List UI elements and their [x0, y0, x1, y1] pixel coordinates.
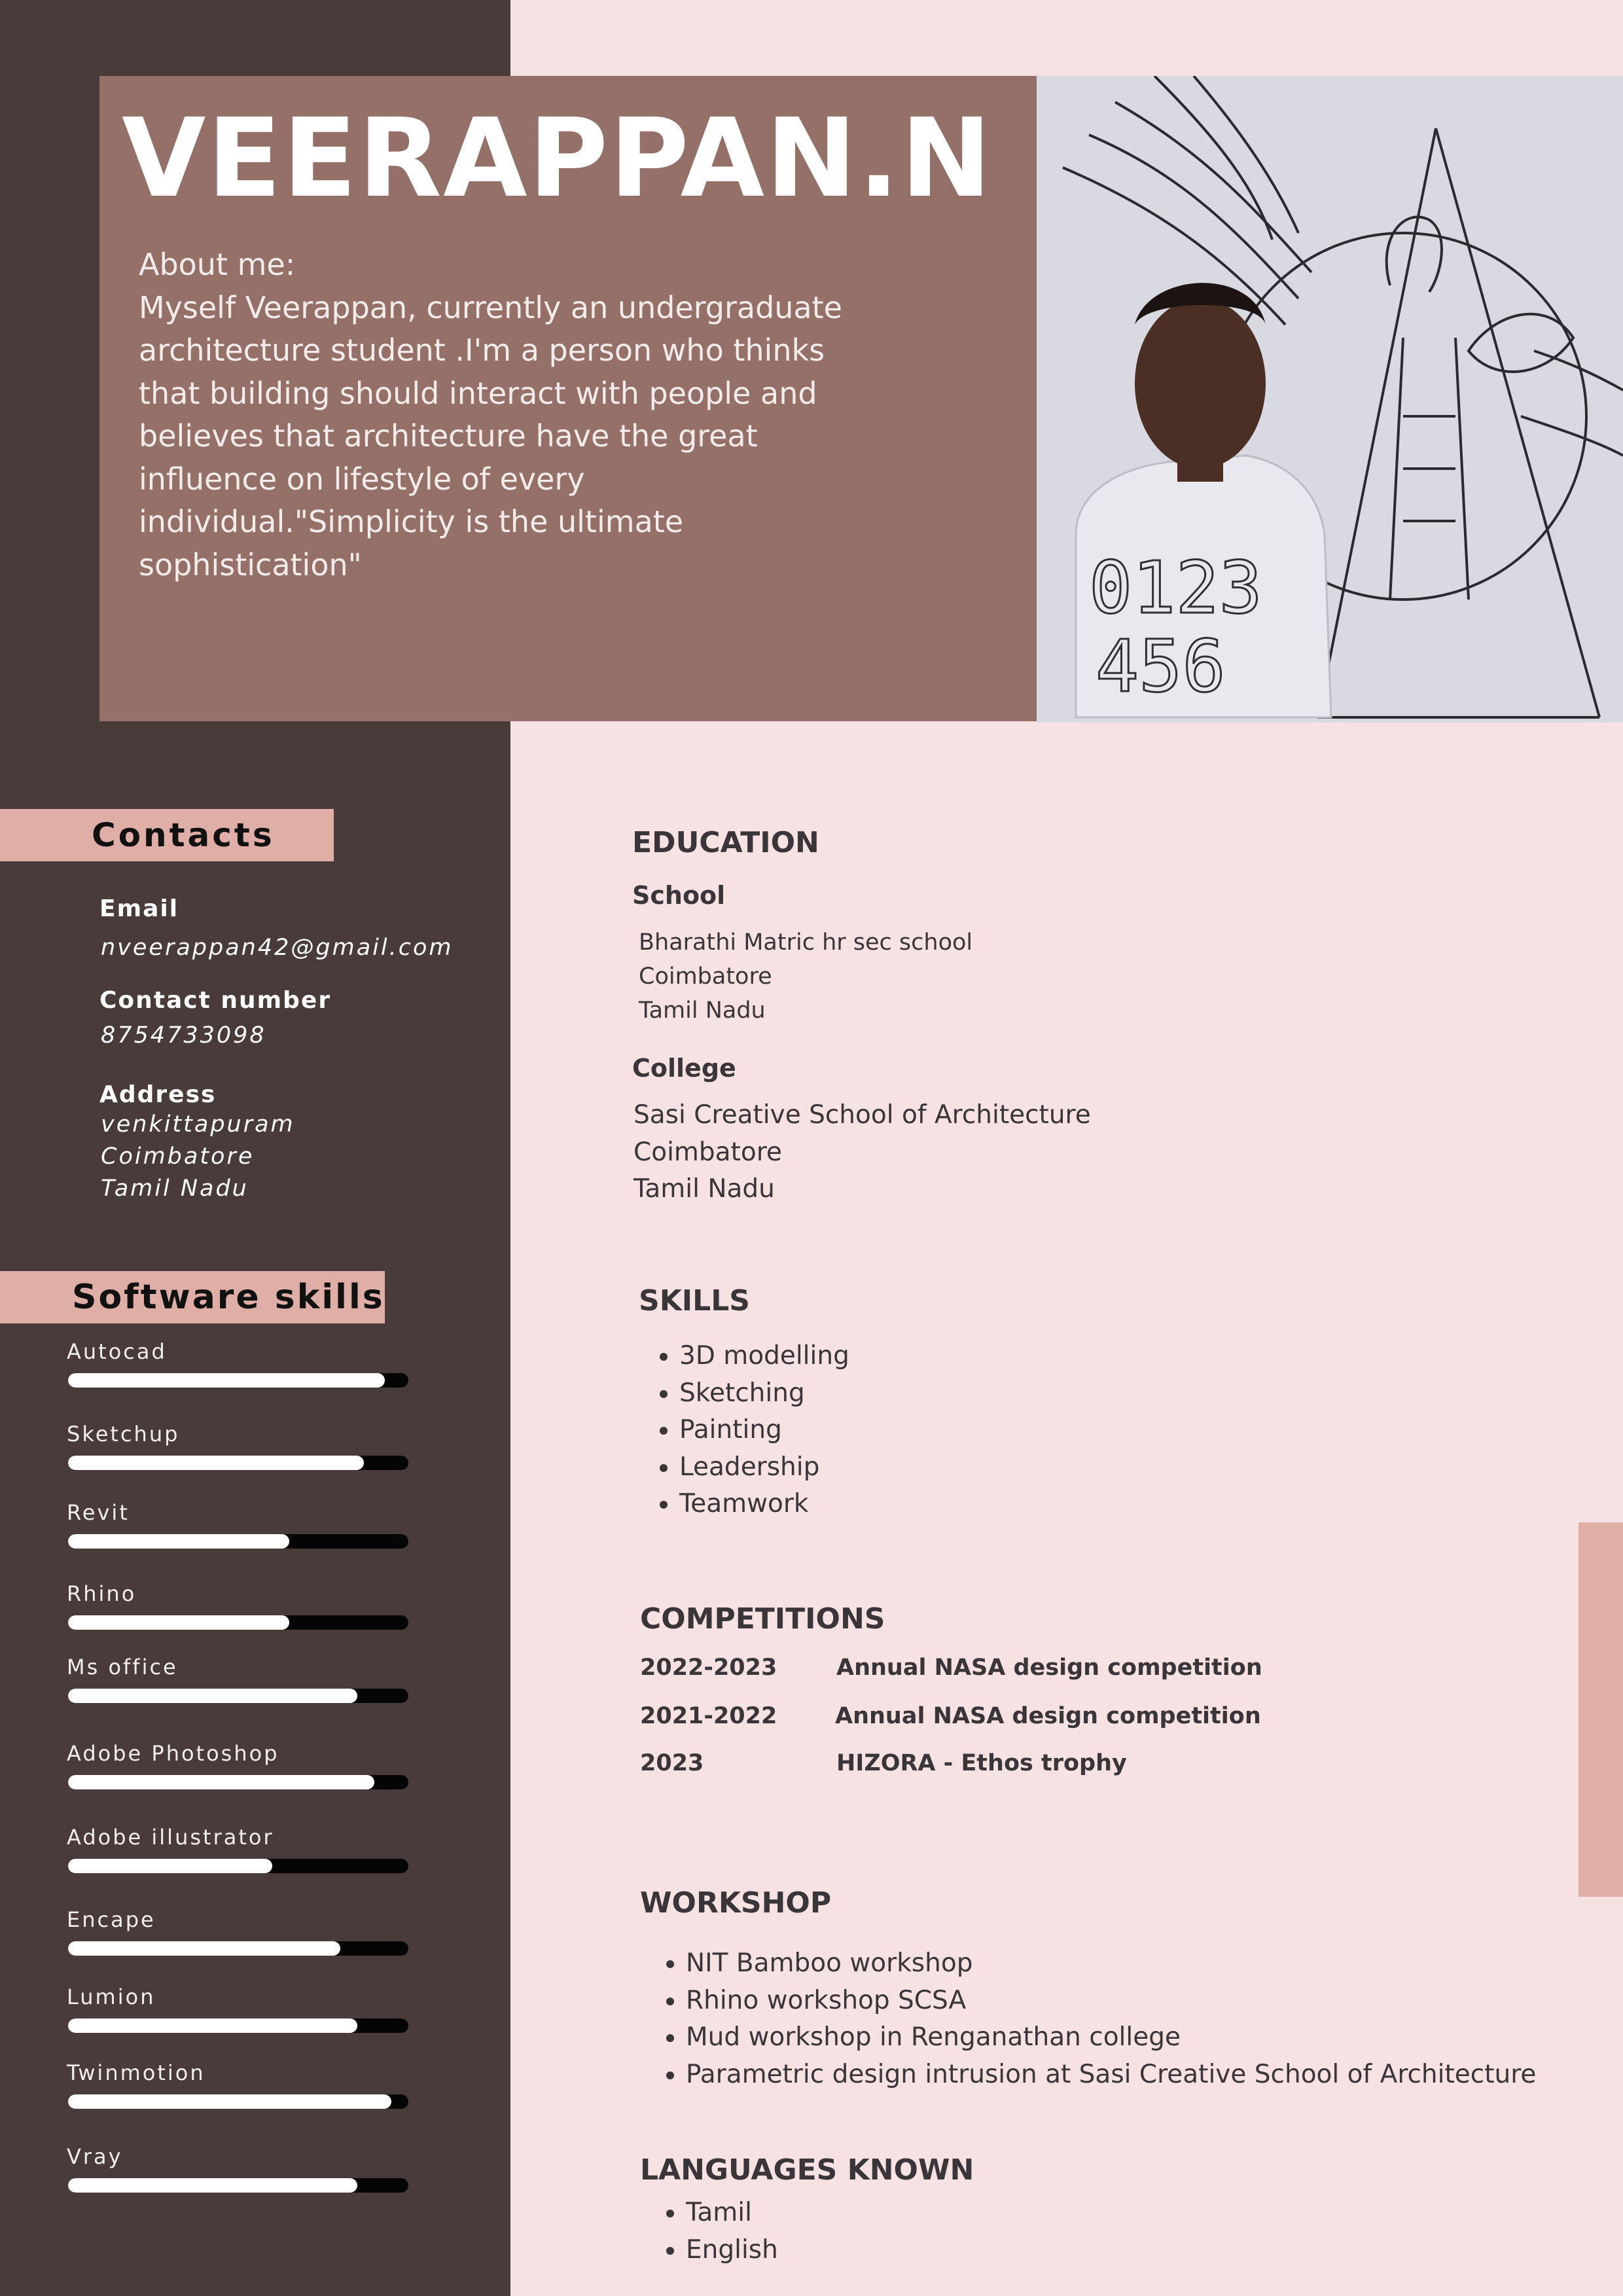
profile-photo-illustration: [1037, 76, 1623, 723]
software-skills-title: Software skills: [72, 1278, 385, 1317]
software-skill-level-bar: [68, 2094, 391, 2109]
address-label: Address: [99, 1081, 217, 1108]
competition-name: Annual NASA design competition: [836, 1655, 1262, 1681]
software-skill-level-bar: [68, 2178, 357, 2193]
software-skill-row: [67, 1825, 407, 1877]
software-skill-level-bar: [68, 1615, 289, 1630]
decorative-accent-bar: [1578, 1522, 1623, 1897]
software-skill-row: [67, 1741, 407, 1793]
college-details: [633, 1097, 1091, 1208]
software-skill-name: Autocad: [67, 1339, 167, 1364]
competition-year: 2022-2023: [640, 1655, 777, 1681]
school-line: Coimbatore: [639, 963, 772, 990]
contacts-title: Contacts: [92, 816, 275, 854]
software-skill-level-bar: [68, 1775, 374, 1789]
email-label: Email: [99, 895, 179, 922]
software-skill-row: [67, 2060, 407, 2113]
software-skill-level-bar: [68, 1373, 385, 1388]
address-value: [101, 1109, 295, 1205]
about-text: Myself Veerappan, currently an undergraduate architecture student .I'm a person who thinks that building should interact with people and believes that architecture have the great influence on lifestyle of every individual."Simplicity is the ultimate sophistication": [139, 289, 842, 583]
address-line: venkittapuram: [101, 1111, 295, 1138]
software-skill-name: Lumion: [67, 1984, 156, 2009]
software-skill-name: Rhino: [67, 1581, 137, 1606]
software-skill-level-bar: [68, 1941, 340, 1956]
email-value: nveerappan42@gmail.com: [101, 935, 454, 961]
software-skill-row: [67, 1984, 407, 2037]
skills-title: SKILLS: [639, 1284, 750, 1318]
software-skill-track: [68, 2094, 408, 2109]
software-skill-row: [67, 1655, 407, 1707]
competitions-title: COMPETITIONS: [640, 1602, 885, 1636]
software-skill-row: [67, 1500, 407, 1552]
software-skill-name: Twinmotion: [67, 2060, 205, 2085]
skill-item: • Leadership: [679, 1449, 849, 1486]
languages-title: LANGUAGES KNOWN: [640, 2153, 974, 2187]
software-skill-row: [67, 2144, 407, 2197]
competition-year: 2023: [640, 1750, 704, 1776]
phone-label: Contact number: [99, 987, 332, 1014]
competition-name: Annual NASA design competition: [835, 1703, 1261, 1729]
language-item: • English: [686, 2231, 778, 2269]
software-skill-track: [68, 1775, 408, 1789]
skill-item: • Teamwork: [679, 1486, 849, 1523]
college-label: College: [632, 1054, 736, 1083]
software-skill-name: Ms office: [67, 1655, 178, 1679]
software-skill-track: [68, 2178, 408, 2193]
software-skill-track: [68, 1859, 408, 1873]
phone-value: 8754733098: [101, 1022, 266, 1049]
school-details: [639, 925, 972, 1028]
software-skill-track: [68, 1941, 408, 1956]
software-skill-track: [68, 1615, 408, 1630]
skill-item: • 3D modelling: [679, 1338, 849, 1375]
software-skill-name: Encape: [67, 1907, 156, 1932]
profile-photo: [1037, 76, 1623, 723]
contacts-header: [0, 809, 334, 861]
competition-row: [640, 1750, 1556, 1787]
software-skill-name: Revit: [67, 1500, 130, 1525]
competition-row: [640, 1655, 1556, 1691]
software-skill-name: Adobe illustrator: [67, 1825, 274, 1850]
workshop-item: • NIT Bamboo workshop: [686, 1945, 1536, 1982]
software-skill-name: Adobe Photoshop: [67, 1741, 279, 1766]
workshop-item: • Parametric design intrusion at Sasi Creative School of Architecture: [686, 2056, 1536, 2094]
workshop-list: [640, 1945, 1536, 2093]
address-line: Coimbatore: [101, 1143, 255, 1170]
software-skill-track: [68, 1456, 408, 1470]
software-skill-name: Vray: [67, 2144, 123, 2169]
software-skill-row: [67, 1581, 407, 1634]
workshop-item: • Mud workshop in Renganathan college: [686, 2019, 1536, 2056]
skill-item: • Painting: [679, 1412, 849, 1449]
college-line: Coimbatore: [633, 1137, 782, 1167]
software-skill-level-bar: [68, 1456, 364, 1470]
language-item: • Tamil: [686, 2194, 778, 2231]
school-label: School: [632, 881, 726, 910]
software-skill-level-bar: [68, 1534, 289, 1549]
software-skill-row: [67, 1907, 407, 1960]
software-skill-track: [68, 1373, 408, 1388]
workshop-item: • Rhino workshop SCSA: [686, 1982, 1536, 2020]
software-skill-row: [67, 1422, 407, 1474]
competition-row: [640, 1703, 1556, 1740]
competition-name: HIZORA - Ethos trophy: [836, 1750, 1127, 1776]
workshop-title: WORKSHOP: [640, 1886, 832, 1920]
software-skill-track: [68, 1689, 408, 1703]
software-skill-level-bar: [68, 1859, 272, 1873]
competition-year: 2021-2022: [640, 1703, 777, 1729]
software-skill-row: [67, 1339, 407, 1391]
candidate-name: VEERAPPAN.N: [122, 96, 993, 222]
software-skill-name: Sketchup: [67, 1422, 180, 1446]
school-line: Tamil Nadu: [639, 997, 766, 1024]
software-skills-header: [0, 1271, 385, 1323]
college-line: Sasi Creative School of Architecture: [633, 1100, 1091, 1130]
education-title: EDUCATION: [632, 826, 819, 859]
svg-text:456: 456: [1096, 624, 1226, 708]
svg-text:0123: 0123: [1089, 546, 1262, 630]
skills-list: [633, 1338, 849, 1523]
software-skill-level-bar: [68, 2018, 357, 2033]
software-skill-level-bar: [68, 1689, 357, 1703]
languages-list: [640, 2194, 778, 2269]
school-line: Bharathi Matric hr sec school: [639, 929, 973, 956]
software-skill-track: [68, 2018, 408, 2033]
software-skill-track: [68, 1534, 408, 1549]
about-section: [139, 243, 852, 586]
about-title: About me:: [139, 247, 296, 282]
college-line: Tamil Nadu: [633, 1174, 775, 1204]
address-line: Tamil Nadu: [101, 1175, 249, 1202]
skill-item: • Sketching: [679, 1375, 849, 1412]
